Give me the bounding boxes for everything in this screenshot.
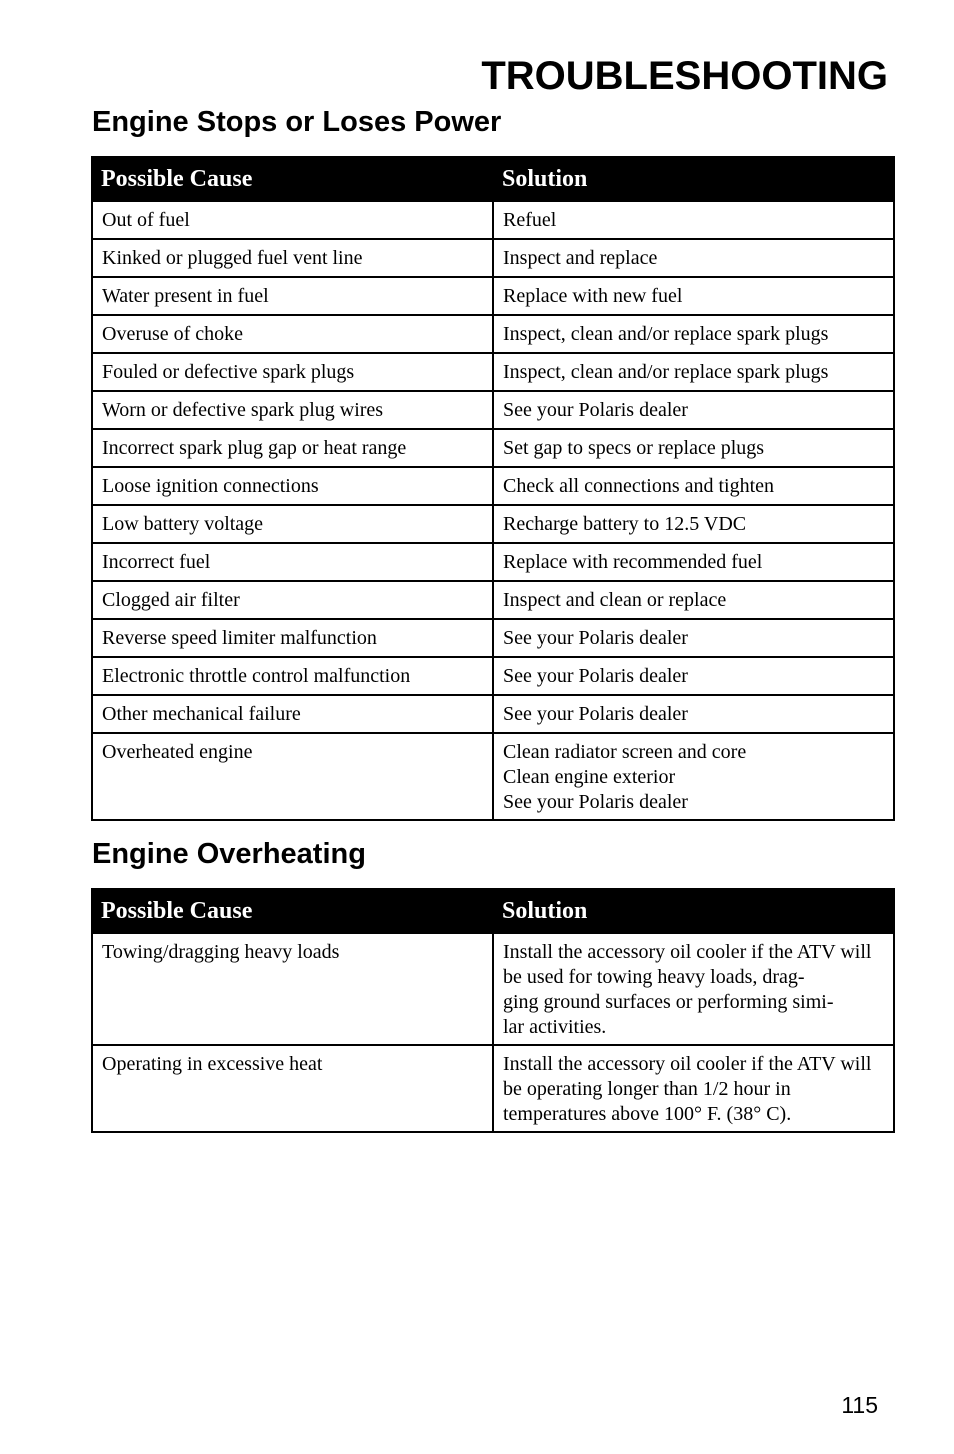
- section-title-engine-overheating: Engine Overheating: [92, 838, 366, 870]
- table-row: [92, 467, 894, 505]
- table-row: [92, 619, 894, 657]
- column-header-cause: Possible Cause: [92, 889, 493, 933]
- solution-cell: Inspect and replace: [493, 239, 894, 277]
- table-row: [92, 505, 894, 543]
- solution-cell: Set gap to specs or replace plugs: [493, 429, 894, 467]
- solution-cell: Replace with recommended fuel: [493, 543, 894, 581]
- cause-cell: Kinked or plugged fuel vent line: [92, 239, 493, 277]
- table-header-row: [92, 889, 894, 933]
- cause-cell: Reverse speed limiter malfunction: [92, 619, 493, 657]
- table-row: [92, 695, 894, 733]
- cause-cell: Overuse of choke: [92, 315, 493, 353]
- solution-cell: Clean radiator screen and core Clean engine exterior See your Polaris dealer: [493, 733, 894, 820]
- solution-cell: See your Polaris dealer: [493, 391, 894, 429]
- table-row: [92, 277, 894, 315]
- solution-cell: Install the accessory oil cooler if the ATV will be used for towing heavy loads, drag- ging ground surfaces or performing simi- lar activities.: [493, 933, 894, 1045]
- solution-cell: Check all connections and tighten: [493, 467, 894, 505]
- solution-cell: Inspect and clean or replace: [493, 581, 894, 619]
- table-row: [92, 201, 894, 239]
- table-row: [92, 933, 894, 1045]
- solution-cell: See your Polaris dealer: [493, 619, 894, 657]
- solution-cell: See your Polaris dealer: [493, 695, 894, 733]
- cause-cell: Loose ignition connections: [92, 467, 493, 505]
- table-row: [92, 581, 894, 619]
- cause-cell: Low battery voltage: [92, 505, 493, 543]
- engine-stops-table: [91, 156, 895, 821]
- cause-cell: Out of fuel: [92, 201, 493, 239]
- cause-cell: Incorrect spark plug gap or heat range: [92, 429, 493, 467]
- column-header-cause: Possible Cause: [92, 157, 493, 201]
- table-header-row: [92, 157, 894, 201]
- solution-cell: Refuel: [493, 201, 894, 239]
- engine-overheating-table: [91, 888, 895, 1133]
- table-row: [92, 315, 894, 353]
- column-header-solution: Solution: [493, 157, 894, 201]
- cause-cell: Electronic throttle control malfunction: [92, 657, 493, 695]
- cause-cell: Towing/dragging heavy loads: [92, 933, 493, 1045]
- table-row: [92, 1045, 894, 1132]
- solution-cell: See your Polaris dealer: [493, 657, 894, 695]
- cause-cell: Clogged air filter: [92, 581, 493, 619]
- cause-cell: Incorrect fuel: [92, 543, 493, 581]
- section-title-engine-stops: Engine Stops or Loses Power: [92, 106, 502, 138]
- solution-cell: Inspect, clean and/or replace spark plugs: [493, 315, 894, 353]
- cause-cell: Other mechanical failure: [92, 695, 493, 733]
- cause-cell: Water present in fuel: [92, 277, 493, 315]
- table-row: [92, 429, 894, 467]
- cause-cell: Fouled or defective spark plugs: [92, 353, 493, 391]
- table-row: [92, 733, 894, 820]
- page-title: TROUBLESHOOTING: [481, 54, 888, 98]
- table-row: [92, 353, 894, 391]
- cause-cell: Operating in excessive heat: [92, 1045, 493, 1132]
- page-number: 115: [841, 1392, 878, 1418]
- solution-cell: Replace with new fuel: [493, 277, 894, 315]
- solution-cell: Install the accessory oil cooler if the ATV will be operating longer than 1/2 hour in temperatures above 100° F. (38° C).: [493, 1045, 894, 1132]
- table-row: [92, 543, 894, 581]
- table-row: [92, 391, 894, 429]
- cause-cell: Overheated engine: [92, 733, 493, 820]
- cause-cell: Worn or defective spark plug wires: [92, 391, 493, 429]
- table-row: [92, 657, 894, 695]
- solution-cell: Recharge battery to 12.5 VDC: [493, 505, 894, 543]
- solution-cell: Inspect, clean and/or replace spark plugs: [493, 353, 894, 391]
- column-header-solution: Solution: [493, 889, 894, 933]
- table-row: [92, 239, 894, 277]
